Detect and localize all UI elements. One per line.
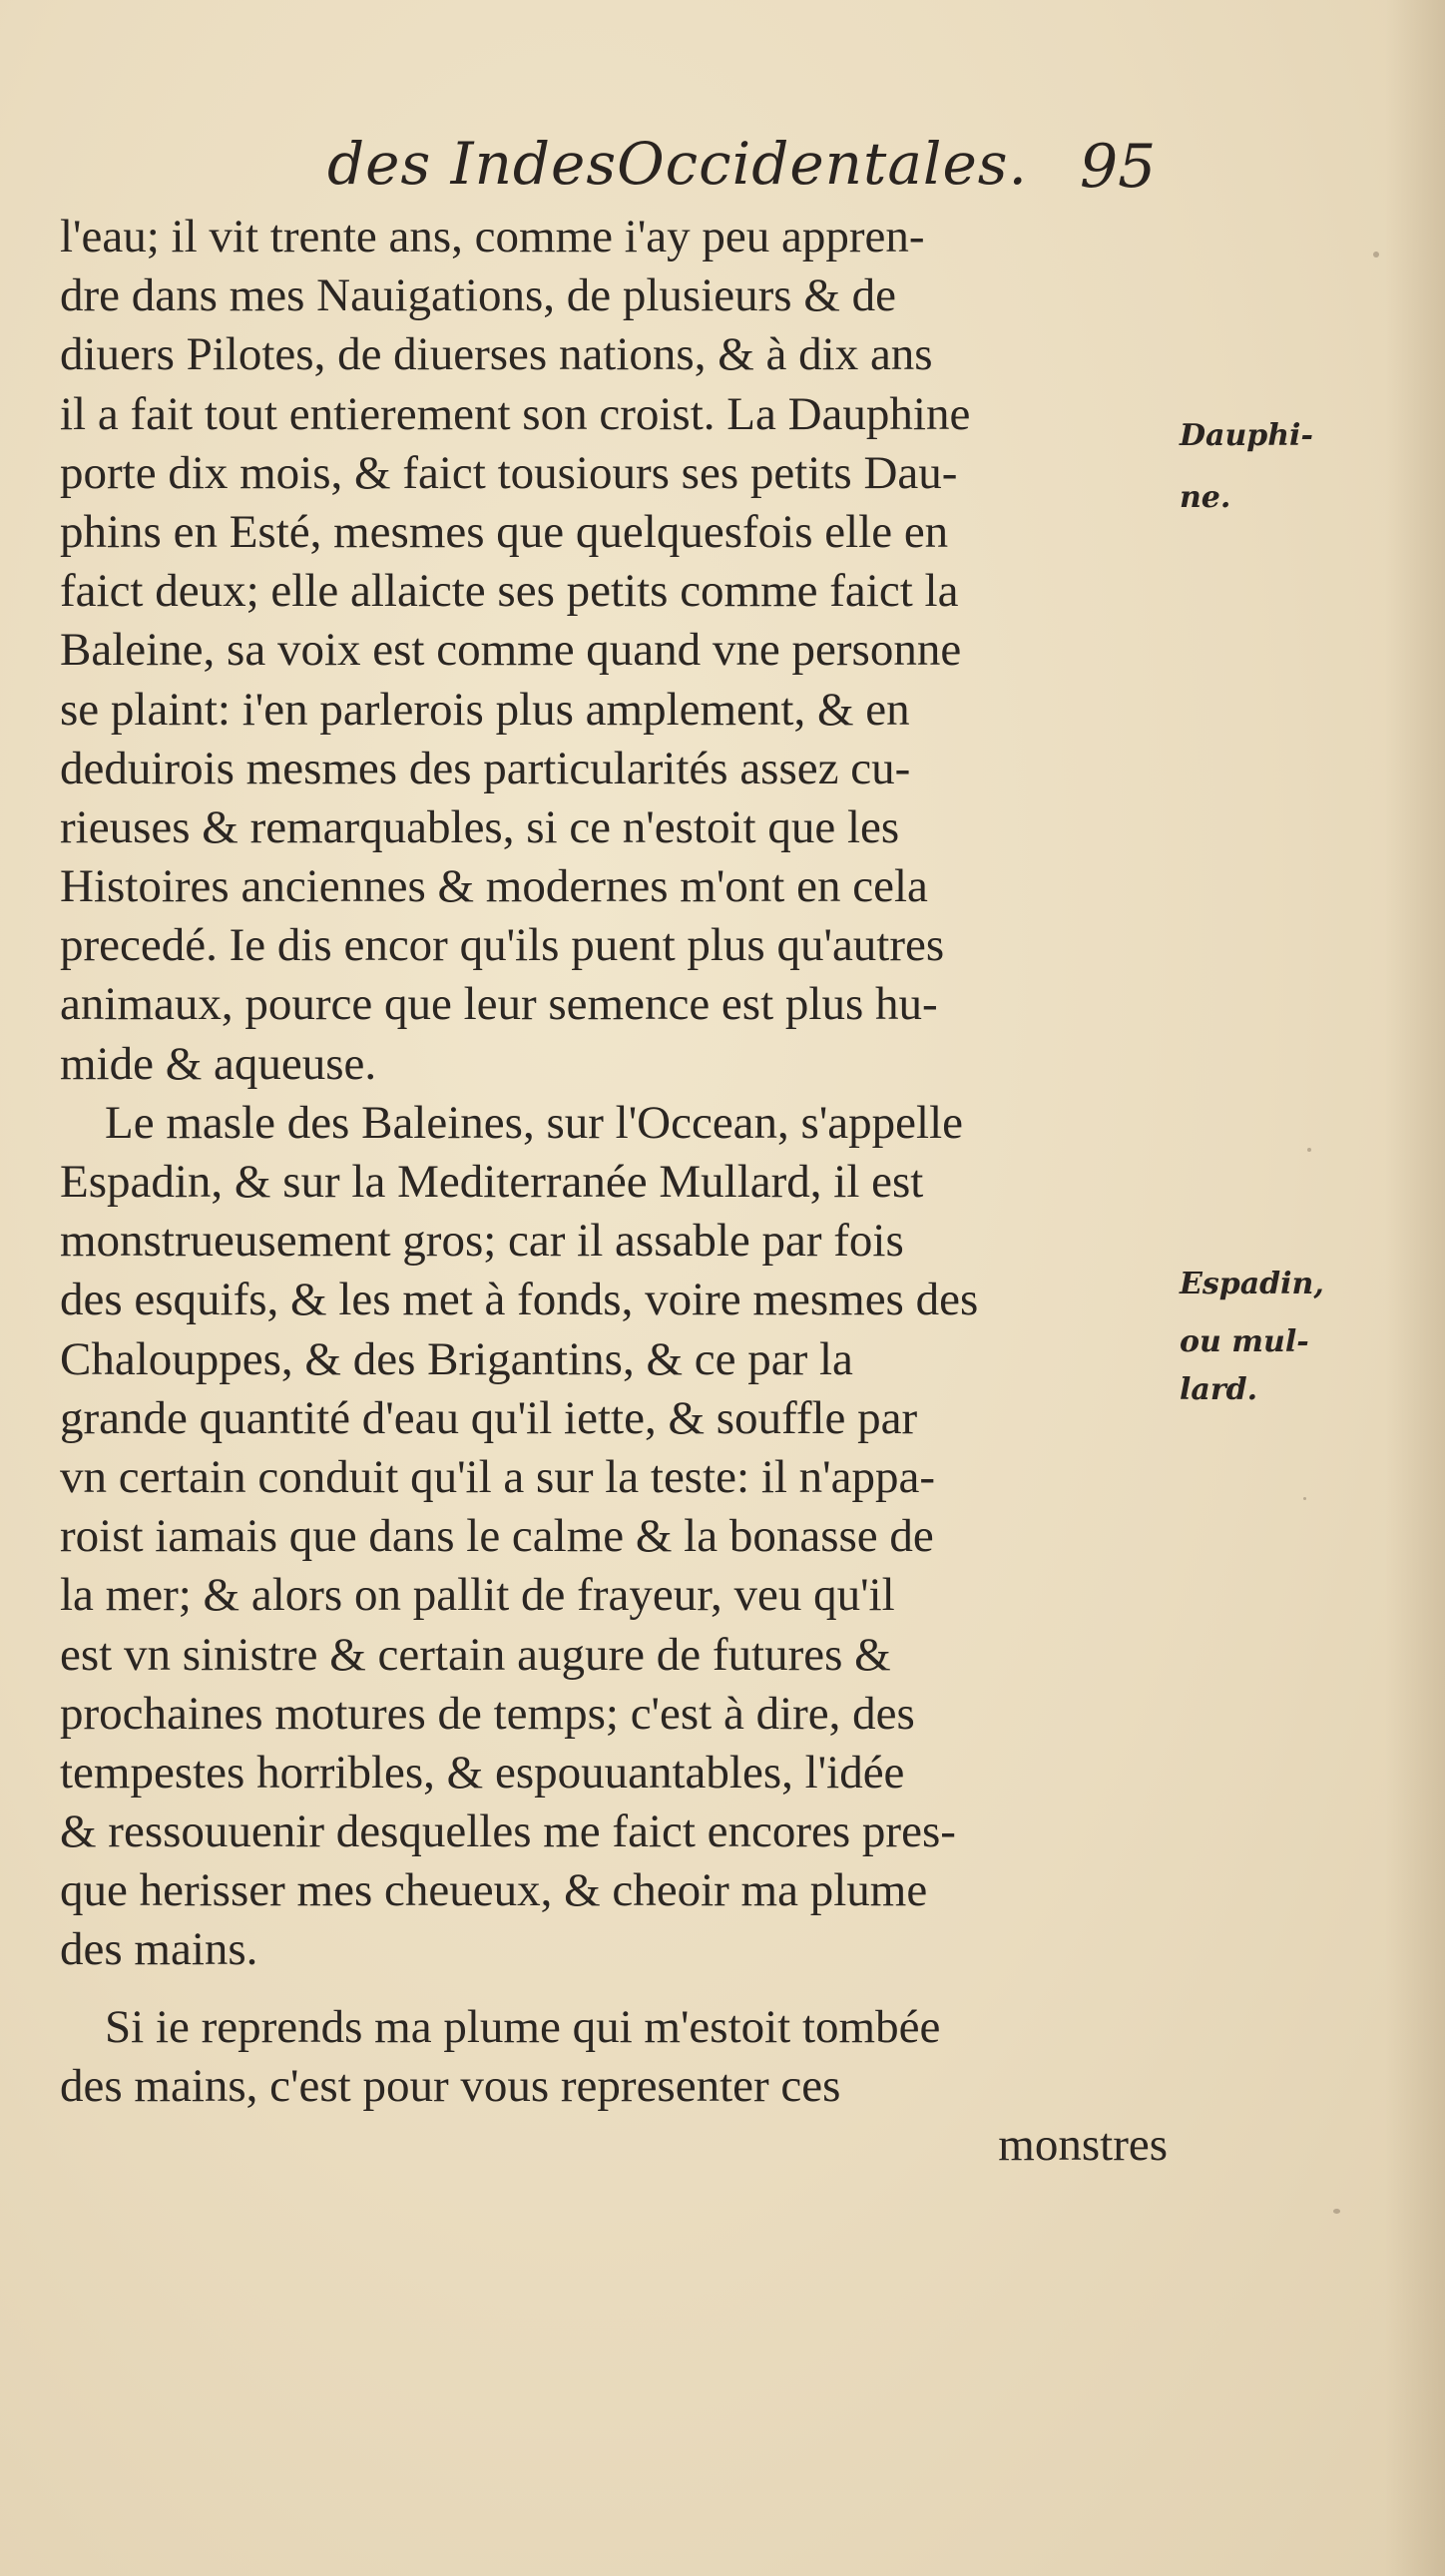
text-line: l'eau; il vit trente ans, comme i'ay peu appren- <box>60 211 925 262</box>
text-line: Chalouppes, & des Brigantins, & ce par la <box>60 1332 853 1385</box>
paper-speck <box>1307 1148 1311 1152</box>
margin-note-dauphine-1: Dauphi- <box>1180 418 1313 453</box>
text-line: porte dix mois, & faict tousiours ses petits Dau- <box>60 446 958 499</box>
text-line: rieuses & remarquables, si ce n'estoit que les <box>60 800 900 853</box>
paper-speck <box>1303 1497 1306 1500</box>
text-line: grande quantité d'eau qu'il iette, & souffle par <box>60 1391 918 1444</box>
text-line: tempestes horribles, & espouuantables, l'idée <box>60 1746 905 1799</box>
text-line: prochaines motures de temps; c'est à dire, des <box>60 1687 915 1740</box>
catchword: monstres <box>998 2119 1168 2171</box>
text-line: phins en Esté, mesmes que quelquesfois elle en <box>60 505 949 558</box>
margin-note-espadin-1: Espadin, <box>1180 1267 1324 1301</box>
margin-note-espadin-2: ou mul- <box>1180 1324 1309 1359</box>
text-line: faict deux; elle allaicte ses petits comme faict la <box>60 565 959 618</box>
text-line: animaux, pource que leur semence est plus hu- <box>60 978 938 1031</box>
catchword-line <box>60 2116 1168 2175</box>
text-line: Espadin, & sur la Mediterranée Mullard, il est <box>60 1156 924 1208</box>
text-line: dre dans mes Nauigations, de plusieurs & de <box>60 269 896 322</box>
margin-note-espadin-3: lard. <box>1180 1372 1258 1407</box>
text-line: & ressouuenir desquelles me faict encores pres- <box>60 1805 956 1858</box>
body-text <box>60 208 1168 2175</box>
margin-notes <box>1180 0 1439 2576</box>
paper-speck <box>1333 2209 1340 2214</box>
paper-speck <box>1373 252 1379 258</box>
page-number: 95 <box>1080 132 1157 202</box>
text-line: que herisser mes cheueux, & cheoir ma plume <box>60 1864 928 1917</box>
text-line: vn certain conduit qu'il a sur la teste: il n'appa- <box>60 1450 936 1503</box>
text-line: la mer; & alors on pallit de frayeur, veu qu'il <box>60 1569 895 1622</box>
paragraph-start-line: Le masle des Baleines, sur l'Occean, s'appelle <box>105 1096 963 1149</box>
text-line: mide & aqueuse. <box>60 1037 377 1090</box>
text-line: se plaint: i'en parlerois plus amplement, & en <box>60 683 910 736</box>
text-line: est vn sinistre & certain augure de futures & <box>60 1628 891 1681</box>
paragraph-start-line: Si ie reprends ma plume qui m'estoit tombée <box>105 2000 941 2053</box>
text-line: monstrueusement gros; car il assable par fois <box>60 1215 904 1268</box>
text-line: roist iamais que dans le calme & la bonasse de <box>60 1510 934 1563</box>
text-line: il a fait tout entierement son croist. La Dauphine <box>60 387 971 440</box>
text-line: deduirois mesmes des particularités assez cu- <box>60 742 911 794</box>
text-line: diuers Pilotes, de diuerses nations, & à dix ans <box>60 328 933 381</box>
text-line: des mains. <box>60 1923 258 1976</box>
margin-note-dauphine-2: ne. <box>1180 480 1231 515</box>
text-line: Baleine, sa voix est comme quand vne personne <box>60 624 962 677</box>
text-line: des mains, c'est pour vous representer ces <box>60 2059 841 2112</box>
text-line: Histoires anciennes & modernes m'ont en cela <box>60 860 928 913</box>
text-line: precedé. Ie dis encor qu'ils puent plus qu'autres <box>60 919 945 972</box>
text-line: des esquifs, & les met à fonds, voire mesmes des <box>60 1274 979 1326</box>
running-title: des IndesOccidentales. <box>327 130 1028 198</box>
